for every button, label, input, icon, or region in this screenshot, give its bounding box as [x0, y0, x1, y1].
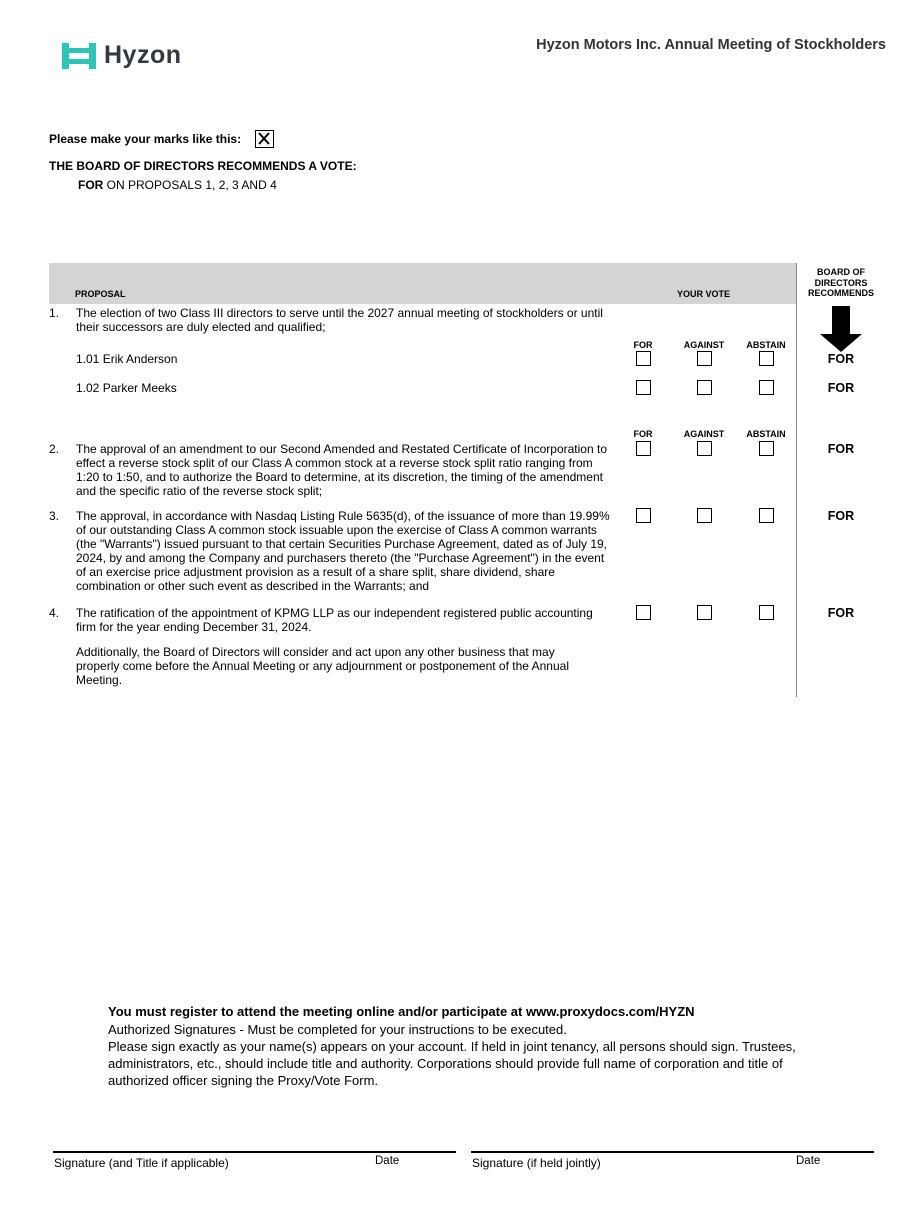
nominee-1-for-checkbox[interactable]	[636, 351, 651, 366]
additional-business-text: Additionally, the Board of Directors will consider and act upon any other business that may properly come before the Annual Meeting or any adjournment or postponement of the Annual Meeting.	[76, 645, 569, 687]
example-mark-box	[255, 130, 274, 148]
proposal-1-number: 1.	[49, 306, 60, 320]
column-divider	[796, 263, 797, 697]
nominee-2-recommendation: FOR	[827, 381, 855, 395]
hyzon-logo	[62, 41, 182, 70]
signature-line-1[interactable]	[53, 1151, 456, 1153]
x-mark-icon	[256, 131, 272, 146]
signature-line-2[interactable]	[471, 1151, 874, 1153]
proposal-4-abstain-checkbox[interactable]	[759, 605, 774, 620]
proposal-3-text: The approval, in accordance with Nasdaq Listing Rule 5635(d), of the issuance of more than 19.99% of our outstanding Class A common stock issuable upon the exercise of Class A common warrants (the "Warrants") issued pursuant to that certain Securities Purchase Agreement, dated as of July 19, 2024, by and among the Company and purchasers thereto (the "Purchase Agreement") in the event of an exercise price adjustment provision as a result of a share split, share dividend, share combination or other such event as described in the Warrants; and	[76, 509, 610, 593]
signature-instructions	[108, 1021, 828, 1089]
hyzon-logo-icon	[62, 43, 96, 69]
proposal-4-against-checkbox[interactable]	[697, 605, 712, 620]
proposal-2-text: The approval of an amendment to our Second Amended and Restated Certificate of Incorporation to effect a reverse stock split of our Class A common stock at a reverse stock split ratio ranging from 1:20 to 1:50, and to authorize the Board to determine, at its discretion, the timing of the amendment and the specific ratio of the reverse stock split;	[76, 442, 607, 498]
register-notice: You must register to attend the meeting online and/or participate at www.proxydocs.com/HYZN	[108, 1004, 695, 1019]
proposal-3-abstain-checkbox[interactable]	[759, 508, 774, 523]
nominee-1-abstain-checkbox[interactable]	[759, 351, 774, 366]
nominee-2-abstain-checkbox[interactable]	[759, 380, 774, 395]
authorized-signatures-text: Authorized Signatures - Must be completed for your instructions to be executed.	[108, 1022, 567, 1037]
proposal-3-number: 3.	[49, 509, 60, 523]
recommendation-summary	[78, 178, 277, 192]
proposal-2-against-checkbox[interactable]	[697, 441, 712, 456]
nominee-1-recommendation: FOR	[827, 352, 855, 366]
board-recommends-header: BOARD OF DIRECTORS RECOMMENDS	[807, 267, 874, 298]
signature-1-label: Signature (and Title if applicable)	[54, 1156, 229, 1170]
nominee-2-against-checkbox[interactable]	[697, 380, 712, 395]
proposal-2-number: 2.	[49, 442, 60, 456]
proposal-3-against-checkbox[interactable]	[697, 508, 712, 523]
col-against-label-2: AGAINST	[683, 429, 725, 439]
marks-instruction: Please make your marks like this:	[49, 132, 242, 146]
col-for-label: FOR	[633, 340, 653, 350]
proposal-4-recommendation: FOR	[827, 606, 855, 620]
sign-exactly-text: Please sign exactly as your name(s) appears on your account. If held in joint tenancy, all persons should sign. Trustees, administrators, etc., should include title and authority. Corporations should provide full name of corporation and title of authorized officer signing the Proxy/Vote Form.	[108, 1039, 796, 1088]
nominee-1-against-checkbox[interactable]	[697, 351, 712, 366]
proposal-column-header: PROPOSAL	[75, 289, 126, 299]
rec-for-text: FOR	[78, 178, 104, 192]
board-recommendation-heading: THE BOARD OF DIRECTORS RECOMMENDS A VOTE:	[49, 159, 357, 173]
proposal-4-text: The ratification of the appointment of KPMG LLP as our independent registered public accounting firm for the year ending December 31, 2024.	[76, 606, 593, 634]
page-title: Hyzon Motors Inc. Annual Meeting of Stockholders	[536, 37, 886, 53]
signature-2-label: Signature (if held jointly)	[472, 1156, 601, 1170]
col-abstain-label: ABSTAIN	[746, 340, 786, 350]
col-abstain-label-2: ABSTAIN	[746, 429, 786, 439]
proposal-1-text: The election of two Class III directors to serve until the 2027 annual meeting of stockholders or until their successors are duly elected and qualified;	[76, 306, 603, 334]
date-2-label: Date	[796, 1155, 821, 1167]
logo-text: Hyzon	[104, 41, 182, 69]
proposal-4-for-checkbox[interactable]	[636, 605, 651, 620]
col-for-label-2: FOR	[633, 429, 653, 439]
date-1-label: Date	[375, 1155, 400, 1167]
proposal-3-recommendation: FOR	[827, 509, 855, 523]
rec-rest-text: ON PROPOSALS 1, 2, 3 AND 4	[103, 178, 277, 192]
proposal-2-abstain-checkbox[interactable]	[759, 441, 774, 456]
nominee-2-for-checkbox[interactable]	[636, 380, 651, 395]
proposal-2-recommendation: FOR	[827, 442, 855, 456]
down-arrow-icon	[820, 306, 862, 352]
nominee-2-label: 1.02 Parker Meeks	[76, 381, 177, 395]
proposal-4-number: 4.	[49, 606, 60, 620]
your-vote-column-header: YOUR VOTE	[677, 289, 731, 299]
nominee-1-label: 1.01 Erik Anderson	[76, 352, 178, 366]
proposal-3-for-checkbox[interactable]	[636, 508, 651, 523]
proposal-2-for-checkbox[interactable]	[636, 441, 651, 456]
col-against-label: AGAINST	[683, 340, 725, 350]
